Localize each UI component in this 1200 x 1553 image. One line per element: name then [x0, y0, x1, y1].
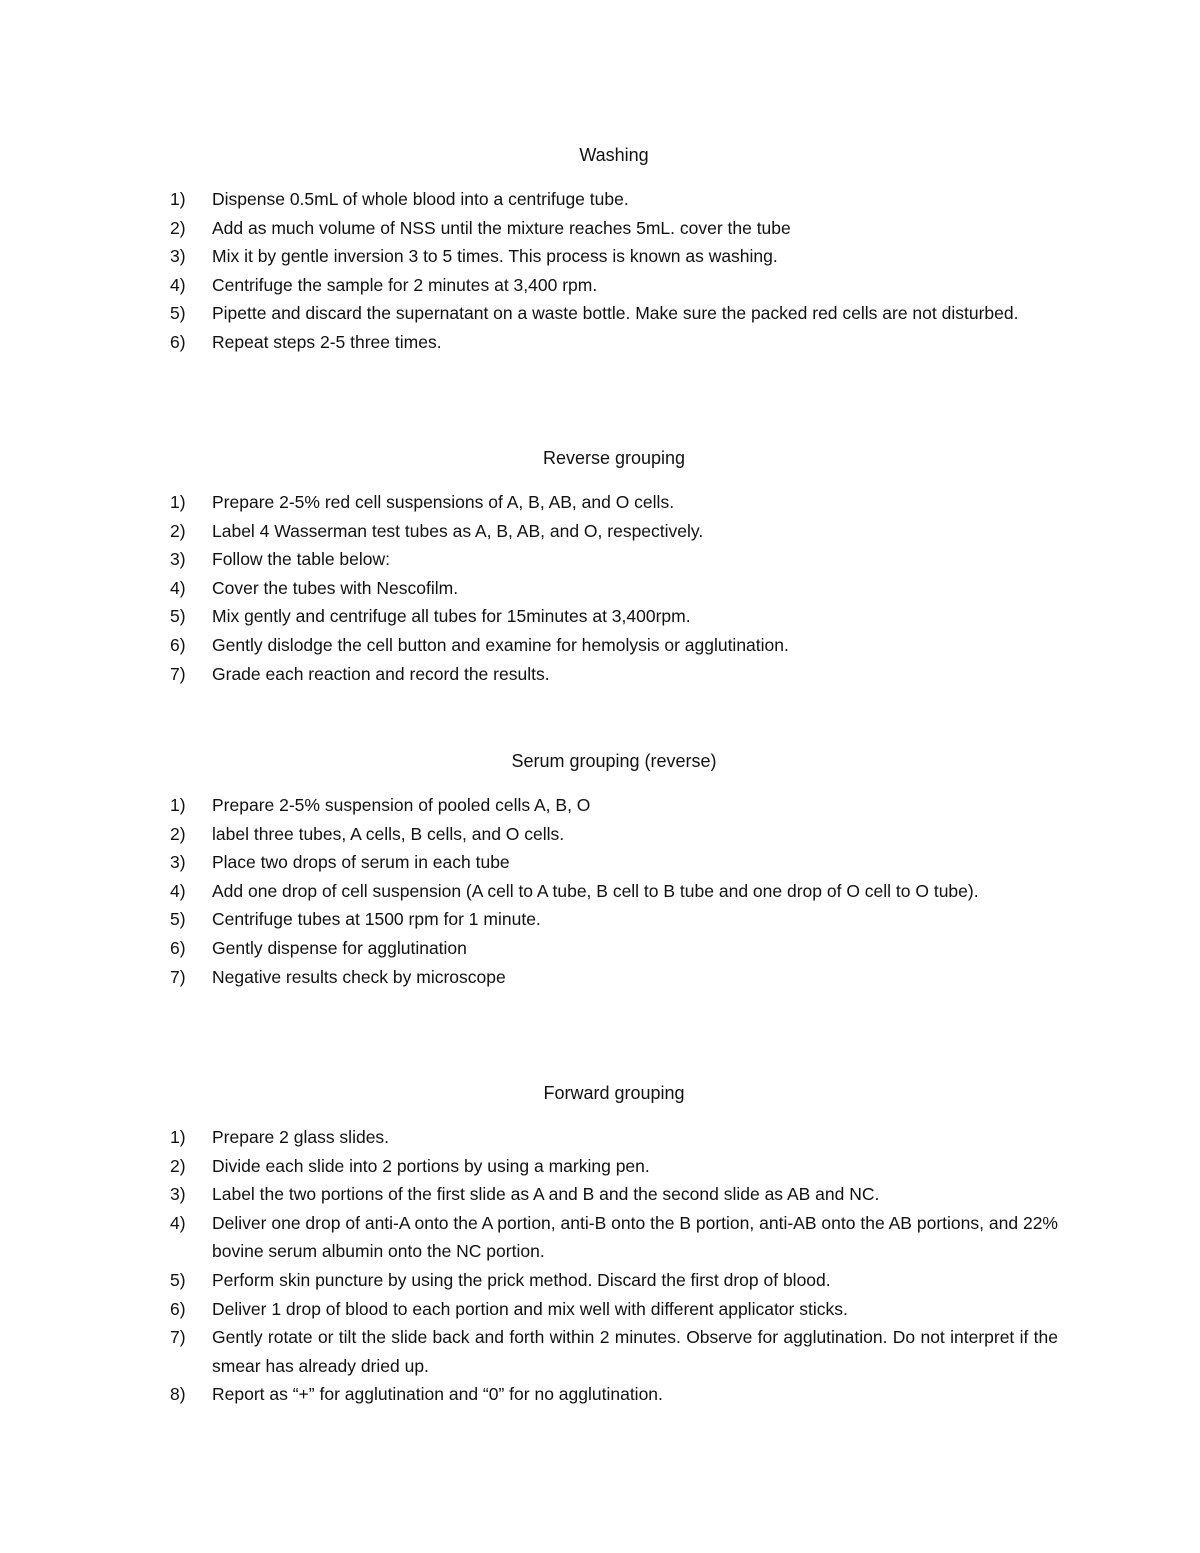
section-title: Forward grouping	[543, 1083, 685, 1103]
list-item	[170, 328, 1058, 357]
step-number: 1)	[170, 492, 186, 512]
step-text: Perform skin puncture by using the prick method. Discard the first drop of blood.	[212, 1269, 831, 1290]
list-item	[170, 488, 1058, 517]
list-item	[170, 905, 1058, 934]
step-text: Dispense 0.5mL of whole blood into a centrifuge tube.	[212, 189, 629, 209]
step-number: 6)	[170, 1298, 186, 1319]
list-item	[170, 1180, 1058, 1209]
step-number: 4)	[170, 577, 186, 598]
step-number: 3)	[170, 852, 186, 873]
step-text: Place two drops of serum in each tube	[212, 852, 510, 873]
step-text: Divide each slide into 2 portions by using a marking pen.	[212, 1155, 650, 1176]
step-number: 3)	[170, 246, 186, 267]
section-washing	[170, 141, 1058, 357]
section-reverse-grouping	[170, 444, 1058, 688]
list-item	[170, 877, 1058, 906]
list-item	[170, 1152, 1058, 1181]
step-text: Centrifuge tubes at 1500 rpm for 1 minute.	[212, 909, 541, 930]
step-text: Gently dislodge the cell button and examine for hemolysis or agglutination.	[212, 634, 789, 655]
list-item	[170, 963, 1058, 992]
list-item	[170, 1123, 1058, 1152]
step-text: Negative results check by microscope	[212, 966, 506, 987]
step-number: 2)	[170, 823, 186, 844]
section-forward-grouping	[170, 1079, 1058, 1409]
section-title: Serum grouping (reverse)	[511, 751, 717, 771]
list-item	[170, 934, 1058, 963]
step-number: 3)	[170, 1184, 186, 1205]
list-item	[170, 1266, 1058, 1295]
list-item	[170, 517, 1058, 546]
section-title: Reverse grouping	[542, 448, 686, 468]
step-text: Prepare 2-5% red cell suspensions of A, B, AB, and O cells.	[212, 492, 675, 512]
step-list	[170, 185, 1058, 357]
list-item	[170, 1295, 1058, 1324]
step-text: label three tubes, A cells, B cells, and O cells.	[212, 823, 565, 844]
step-text: Deliver 1 drop of blood to each portion and mix well with different applicator sticks.	[212, 1298, 848, 1319]
list-item	[170, 791, 1058, 820]
list-item	[170, 574, 1058, 603]
step-number: 5)	[170, 303, 186, 324]
step-number: 3)	[170, 549, 186, 570]
list-item	[170, 271, 1058, 300]
step-number: 6)	[170, 331, 186, 352]
step-number: 4)	[170, 880, 186, 901]
step-number: 7)	[170, 663, 186, 684]
step-text: Mix it by gentle inversion 3 to 5 times. This process is known as washing.	[212, 246, 778, 267]
list-item	[170, 242, 1058, 271]
step-number: 4)	[170, 274, 186, 295]
step-text: Grade each reaction and record the results.	[212, 663, 550, 684]
step-number: 7)	[170, 1327, 186, 1348]
list-item	[170, 660, 1058, 689]
step-number: 5)	[170, 1269, 186, 1290]
list-item	[170, 848, 1058, 877]
step-text: Repeat steps 2-5 three times.	[212, 331, 442, 352]
step-text: Add as much volume of NSS until the mixture reaches 5mL. cover the tube	[212, 217, 791, 238]
step-text: Cover the tubes with Nescofilm.	[212, 577, 459, 598]
list-item	[170, 214, 1058, 243]
step-number: 2)	[170, 217, 186, 238]
step-text: Label the two portions of the first slide as A and B and the second slide as AB and NC.	[212, 1184, 880, 1205]
list-item	[170, 602, 1058, 631]
step-text: Deliver one drop of anti-A onto the A portion, anti-B onto the B portion, anti-AB onto the AB portions, and 22% bovine serum albumin onto the NC portion.	[212, 1212, 1058, 1262]
step-list	[170, 488, 1058, 688]
step-text: Prepare 2 glass slides.	[212, 1127, 390, 1147]
step-number: 1)	[170, 795, 186, 815]
section-serum-grouping	[170, 747, 1058, 991]
step-text: Label 4 Wasserman test tubes as A, B, AB, and O, respectively.	[212, 520, 704, 541]
list-item	[170, 1380, 1058, 1409]
step-number: 1)	[170, 1127, 186, 1147]
step-text: Mix gently and centrifuge all tubes for 15minutes at 3,400rpm.	[212, 606, 691, 627]
step-number: 8)	[170, 1384, 186, 1405]
step-number: 6)	[170, 634, 186, 655]
list-item	[170, 1209, 1058, 1266]
list-item	[170, 1323, 1058, 1380]
step-number: 4)	[170, 1212, 186, 1233]
step-text: Gently rotate or tilt the slide back and forth within 2 minutes. Observe for agglutination. Do not interpret if the smear has already dried up.	[212, 1327, 1058, 1376]
step-number: 1)	[170, 189, 186, 209]
step-text: Follow the table below:	[212, 549, 391, 570]
list-item	[170, 631, 1058, 660]
step-text: Add one drop of cell suspension (A cell to A tube, B cell to B tube and one drop of O cell to O tube).	[212, 880, 979, 901]
list-item	[170, 545, 1058, 574]
step-number: 7)	[170, 966, 186, 987]
step-text: Report as “+” for agglutination and “0” for no agglutination.	[212, 1384, 663, 1405]
step-text: Pipette and discard the supernatant on a waste bottle. Make sure the packed red cells are not disturbed.	[212, 303, 1019, 324]
step-number: 6)	[170, 937, 186, 958]
list-item	[170, 185, 1058, 214]
step-number: 5)	[170, 606, 186, 627]
step-text: Prepare 2-5% suspension of pooled cells A, B, O	[212, 795, 591, 815]
step-number: 2)	[170, 520, 186, 541]
list-item	[170, 299, 1058, 328]
step-number: 5)	[170, 909, 186, 930]
step-text: Centrifuge the sample for 2 minutes at 3,400 rpm.	[212, 274, 598, 295]
list-item	[170, 820, 1058, 849]
section-title: Washing	[579, 145, 649, 165]
step-list	[170, 1123, 1058, 1409]
step-list	[170, 791, 1058, 991]
step-number: 2)	[170, 1155, 186, 1176]
step-text: Gently dispense for agglutination	[212, 937, 467, 958]
